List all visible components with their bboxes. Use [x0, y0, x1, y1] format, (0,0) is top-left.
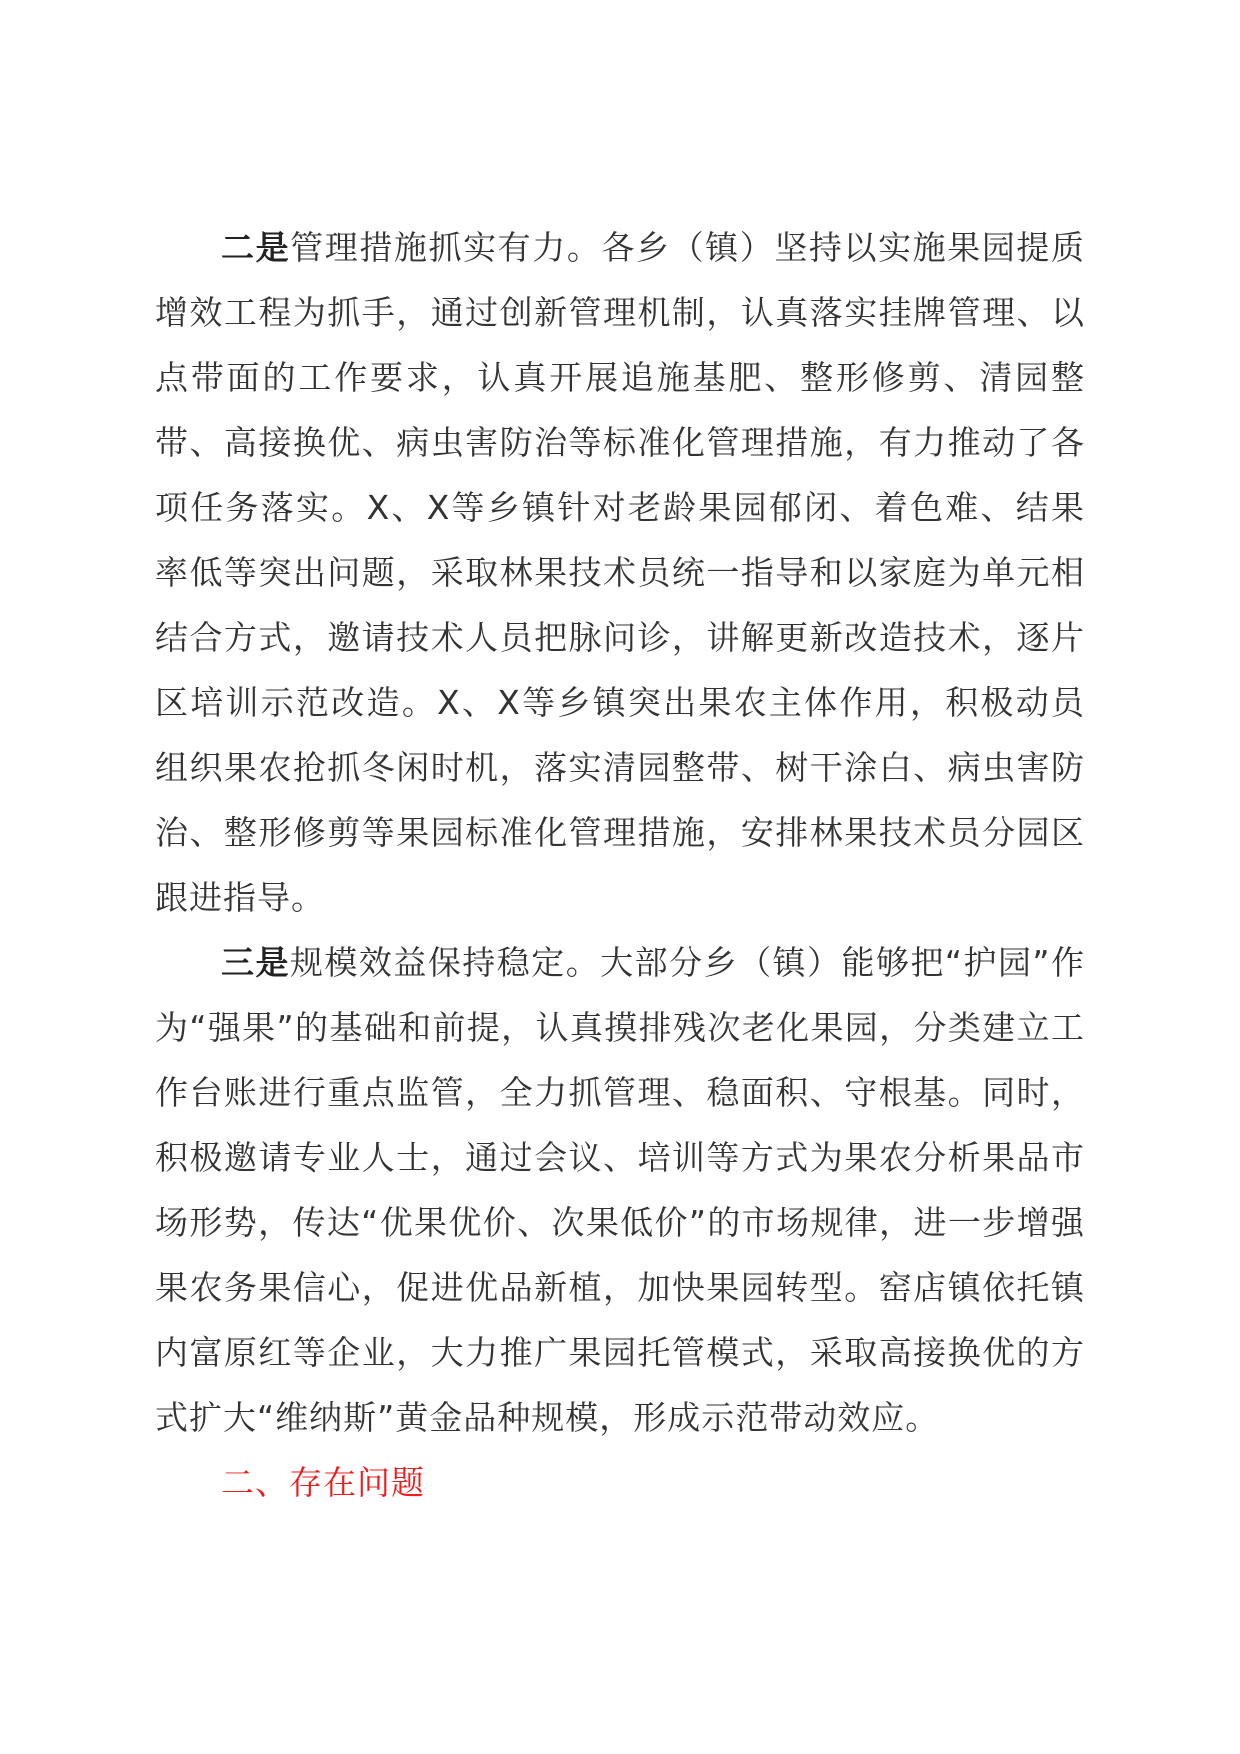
- document-body: [155, 215, 1085, 1515]
- paragraph-scale-benefit: [155, 930, 1085, 1450]
- section-heading-existing-problems: 二、存在问题: [221, 1463, 425, 1502]
- paragraph-text: 规模效益保持稳定。大部分乡（镇）能够把“护园”作为“强果”的基础和前提，认真摸排残次老化果园，分类建立工作台账进行重点监管，全力抓管理、稳面积、守根基。同时，积极邀请专业人士，通过会议、培训等方式为果农分析果品市场形势，传达“优果优价、次果低价”的市场规律，进一步增强果农务果信心，促进优品新植，加快果园转型。窑店镇依托镇内富原红等企业，大力推广果园托管模式，采取高接换优的方式扩大“维纳斯”黄金品种规模，形成示范带动效应。: [155, 943, 1085, 1437]
- paragraph-lead-label: 三是: [221, 943, 290, 982]
- paragraph-text: 管理措施抓实有力。各乡（镇）坚持以实施果园提质增效工程为抓手，通过创新管理机制，认真落实挂牌管理、以点带面的工作要求，认真开展追施基肥、整形修剪、清园整带、高接换优、病虫害防治等标准化管理措施，有力推动了各项任务落实。X、X等乡镇针对老龄果园郁闭、着色难、结果率低等突出问题，采取林果技术员统一指导和以家庭为单元相结合方式，邀请技术人员把脉问诊，讲解更新改造技术，逐片区培训示范改造。X、X等乡镇突出果农主体作用，积极动员组织果农抢抓冬闲时机，落实清园整带、树干涂白、病虫害防治、整形修剪等果园标准化管理措施，安排林果技术员分园区跟进指导。: [155, 228, 1086, 917]
- paragraph-management-measures: [155, 215, 1085, 930]
- paragraph-lead-label: 二是: [221, 228, 291, 267]
